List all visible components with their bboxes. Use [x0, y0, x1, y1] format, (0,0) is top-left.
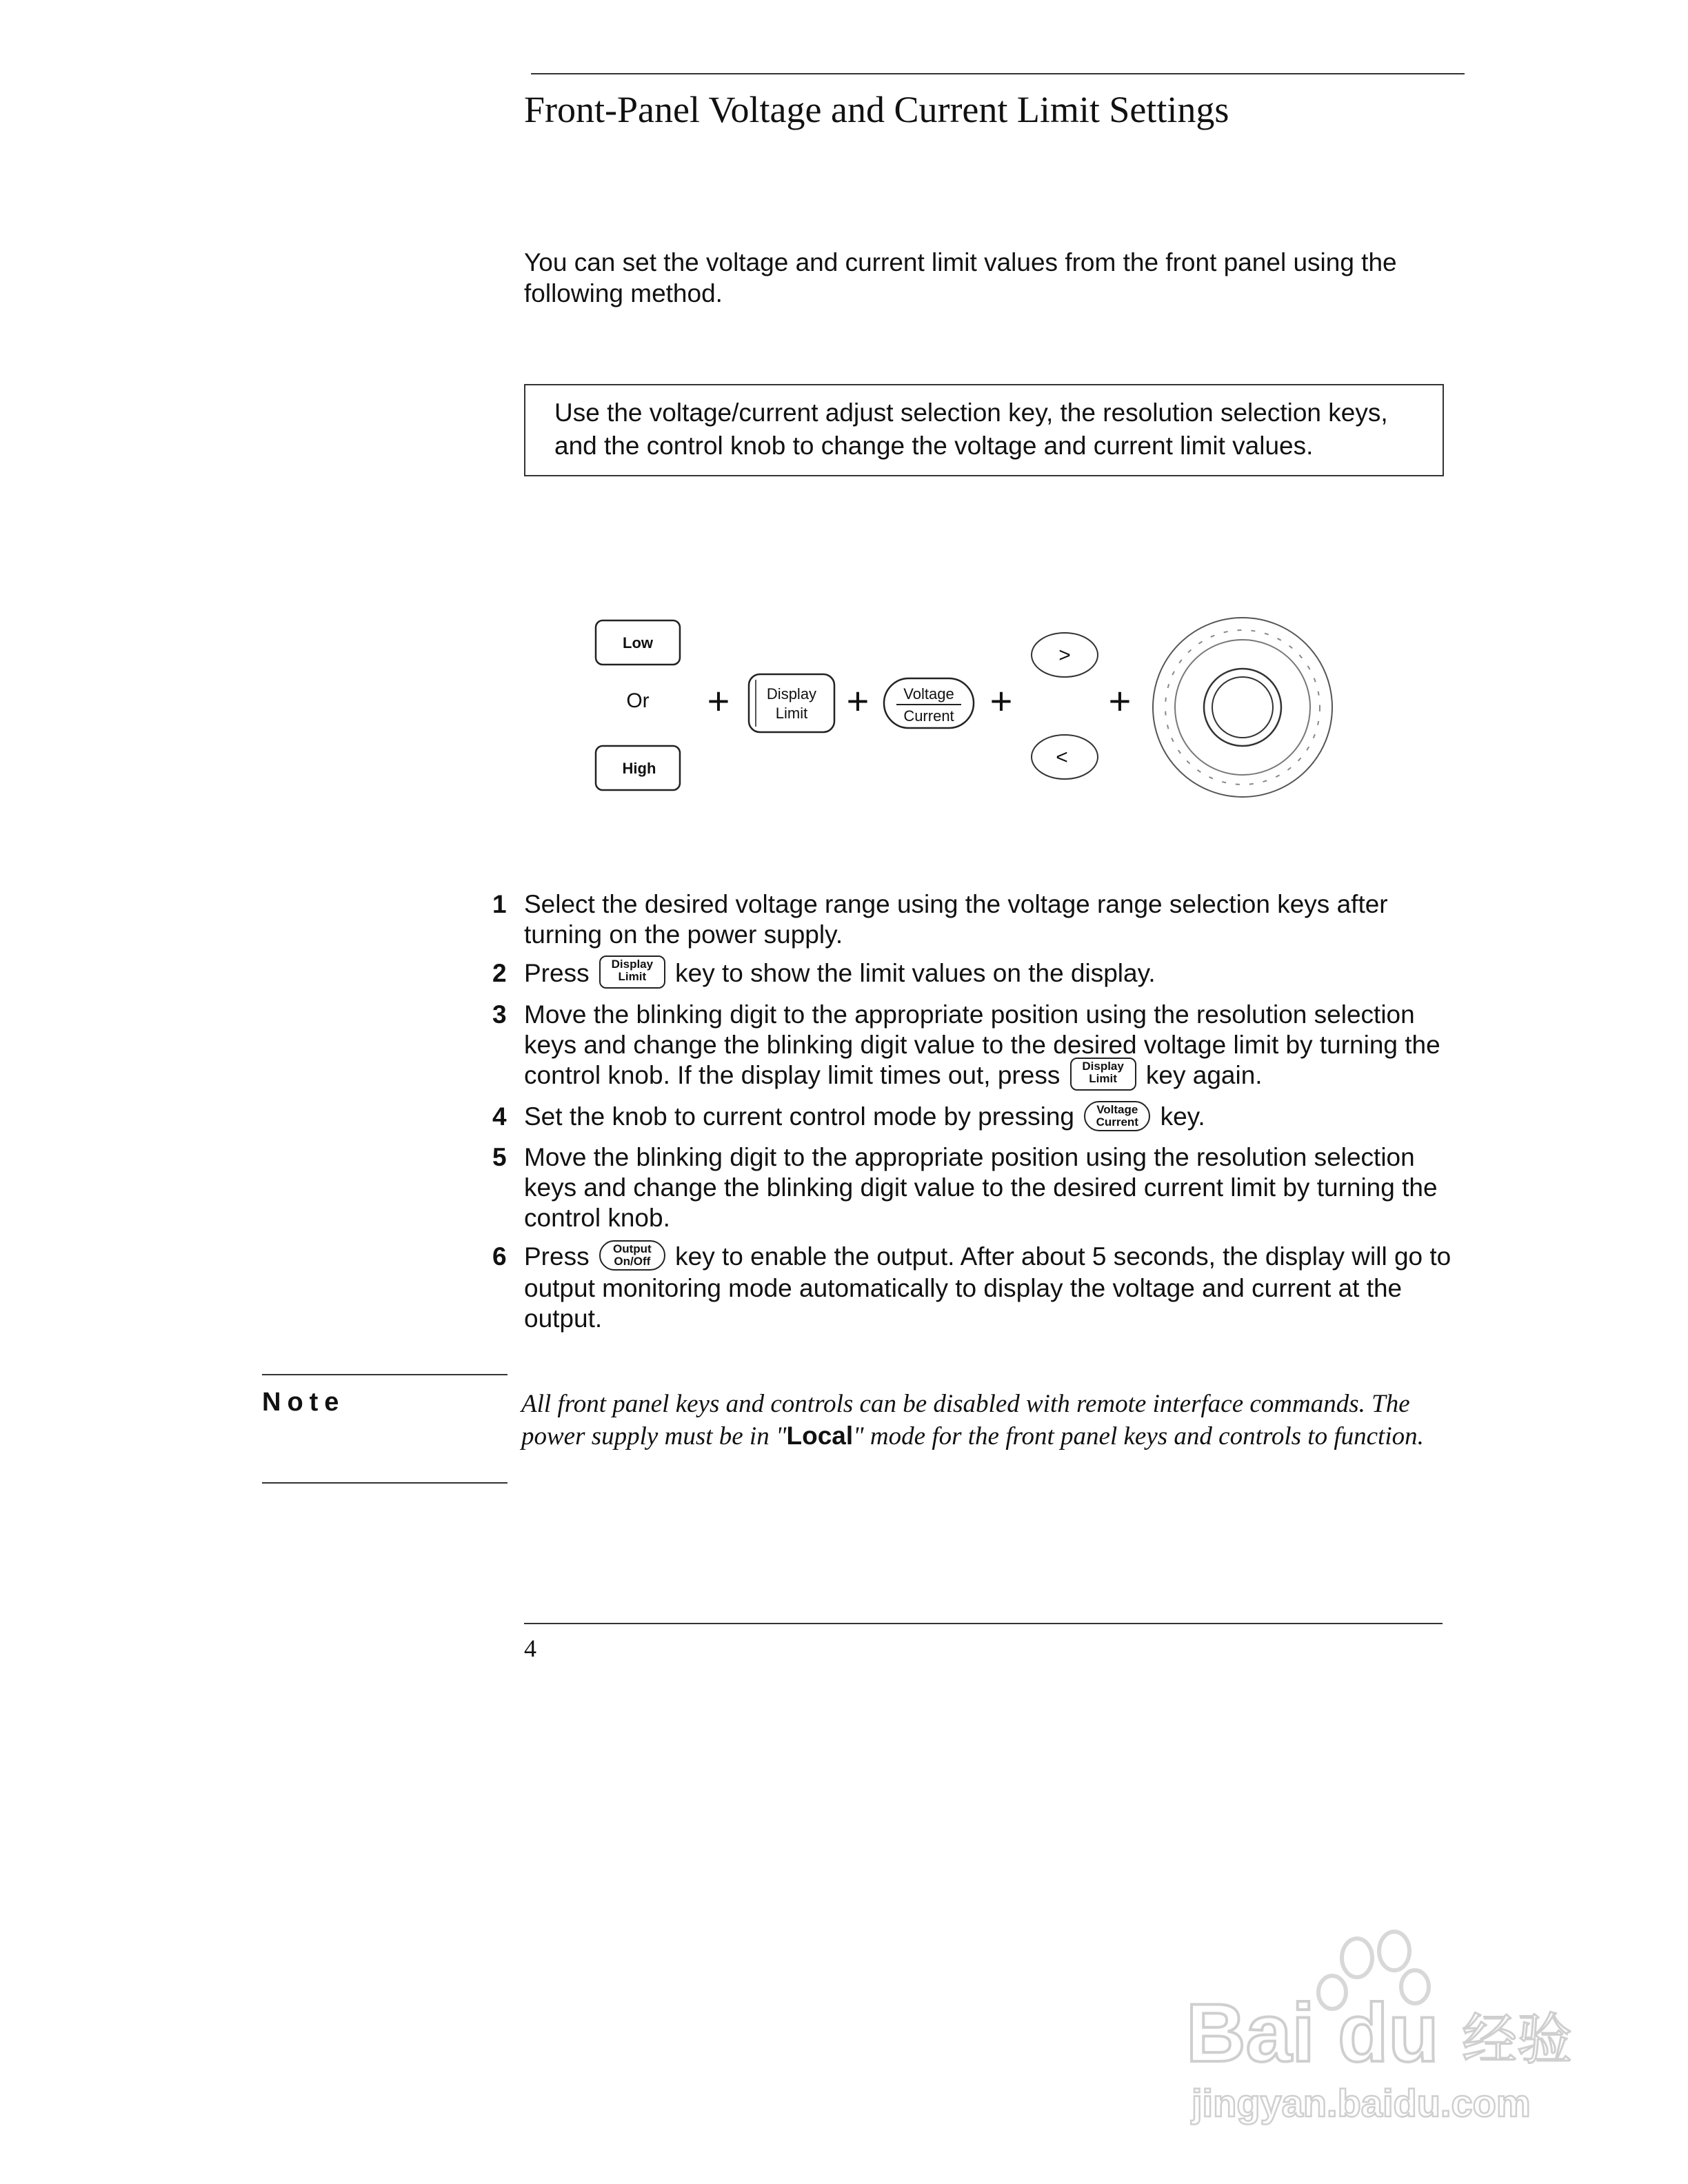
watermark-label: 经验: [1462, 2008, 1572, 2072]
header-rule: [531, 73, 1465, 74]
intro-paragraph: You can set the voltage and current limit values from the front panel using the following method.: [524, 248, 1397, 307]
display-limit-key-icon: [599, 956, 665, 989]
step-number: 4: [492, 1102, 507, 1131]
front-panel-diagram: [586, 607, 1345, 813]
page-title: Front-Panel Voltage and Current Limit Settings: [524, 89, 1229, 130]
step-3: [483, 1000, 1462, 1093]
note-text-part: All front panel keys and controls can be disabled with remote interface commands. The power supply must be in ": [521, 1390, 1410, 1450]
step-text: Press: [524, 959, 590, 987]
footer-rule: [524, 1623, 1443, 1624]
method-box: [524, 384, 1444, 476]
step-number: 5: [492, 1142, 507, 1171]
plus-sign: +: [1108, 679, 1132, 722]
note-rule: [262, 1482, 508, 1484]
step-number: 3: [492, 1000, 507, 1029]
display-key-line2: Limit: [775, 705, 808, 722]
step-text: key to enable the output. After about 5 seconds, the display will go to output monitoring mode automatically to display the voltage and current at the output.: [524, 1242, 1451, 1333]
note-local-mode: Local: [786, 1422, 854, 1450]
method-box-text: Use the voltage/current adjust selection key, the resolution selection keys, and the control knob to change the voltage and current limit values.: [554, 398, 1388, 460]
procedure-steps: [483, 889, 1462, 1342]
step-text: key to show the limit values on the display.: [675, 959, 1156, 987]
step-1: [483, 889, 1462, 950]
key-line: Output: [613, 1242, 652, 1255]
step-number: 2: [492, 959, 507, 987]
voltage-key-line1: Voltage: [903, 685, 954, 702]
note-rule: [262, 1374, 508, 1375]
note-text-part: " mode for the front panel keys and controls to function.: [853, 1422, 1424, 1450]
step-4: [483, 1102, 1462, 1133]
paw-icon: [1342, 1939, 1372, 1977]
high-key-label: High: [622, 760, 656, 777]
plus-sign: +: [707, 679, 730, 722]
plus-sign: +: [989, 679, 1013, 722]
control-knob[interactable]: [1153, 618, 1332, 797]
key-line: Display: [1082, 1060, 1124, 1073]
step-text: Select the desired voltage range using the voltage range selection keys after turning on the power supply.: [524, 890, 1388, 949]
step-text: key again.: [1145, 1061, 1263, 1090]
step-5: [483, 1142, 1462, 1233]
step-number: 1: [492, 890, 507, 918]
step-text: Press: [524, 1242, 590, 1271]
voltage-current-key-icon: [1084, 1101, 1150, 1131]
voltage-key-line2: Current: [903, 707, 954, 725]
plus-sign: +: [846, 679, 870, 722]
step-text: Move the blinking digit to the appropriate position using the resolution selection keys and change the blinking digit value to the desired current limit by turning the control knob.: [524, 1142, 1438, 1232]
step-number: 6: [492, 1242, 507, 1271]
output-on-off-key-icon: [599, 1240, 665, 1271]
key-line: Voltage: [1096, 1102, 1138, 1116]
key-line: Display: [611, 958, 654, 971]
note-label: Note: [262, 1388, 345, 1417]
or-label: Or: [626, 689, 650, 712]
step-text: key.: [1160, 1102, 1205, 1131]
watermark-brand: Bai du: [1186, 1987, 1439, 2079]
key-line: Limit: [1089, 1072, 1117, 1086]
key-line: Limit: [618, 970, 647, 984]
display-key-line1: Display: [766, 685, 817, 702]
display-limit-key[interactable]: [749, 674, 834, 732]
step-text: Set the knob to current control mode by pressing: [524, 1102, 1074, 1131]
key-line: On/Off: [614, 1254, 651, 1268]
watermark-url: jingyan.baidu.com: [1192, 2081, 1531, 2125]
baidu-watermark: [1172, 1903, 1586, 2151]
left-arrow-icon: <: [1056, 746, 1068, 769]
key-line: Current: [1096, 1115, 1138, 1129]
low-key-label: Low: [623, 634, 653, 651]
note-text: [521, 1388, 1445, 1453]
right-arrow-icon: >: [1058, 644, 1071, 667]
page-number: 4: [524, 1635, 536, 1662]
step-text: Move the blinking digit to the appropriate position using the resolution selection keys and change the blinking digit value to the desired voltage limit by turning the control knob. If the display limit times out, press: [524, 1000, 1440, 1090]
step-6: [483, 1242, 1462, 1334]
step-2: [483, 958, 1462, 991]
display-limit-key-icon: [1070, 1058, 1136, 1091]
